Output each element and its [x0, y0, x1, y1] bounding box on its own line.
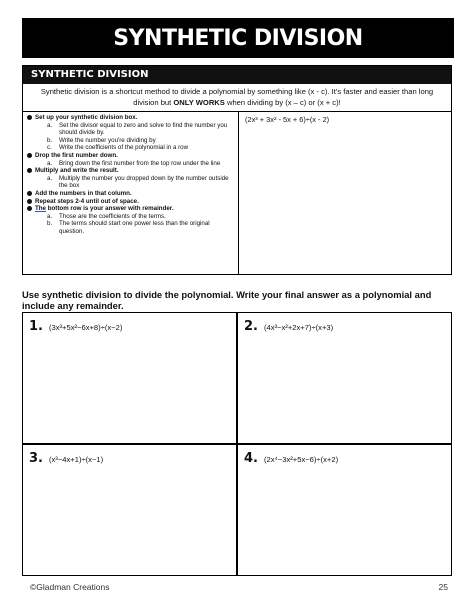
problem-number: 4. [244, 451, 258, 466]
step-3 [27, 167, 234, 190]
intro-text-a: Synthetic division is a shortcut method to divide a polynomial by something like (x - c). It's faster and easier than long division but [40, 87, 434, 107]
problem-text: (3x³+5x²−6x+8)÷(x−2) [48, 323, 123, 332]
sub-text: Multiply the number you dropped down by the number outside the box [59, 174, 229, 190]
steps-column [23, 112, 239, 274]
problem-grid [22, 312, 452, 576]
bullet-icon [27, 168, 32, 173]
step-label: bottom row is your answer with remainder. [46, 205, 174, 213]
step-label: Add the numbers in that column. [35, 189, 132, 197]
problem-text: (x³−4x+1)÷(x−1) [48, 455, 104, 464]
sub-letter: a. [47, 212, 53, 220]
problem-number: 3. [29, 451, 43, 466]
step-4 [27, 190, 234, 198]
reference-box [22, 65, 452, 275]
step-label: Set up your synthetic division box. [35, 114, 138, 121]
problem-number: 1. [29, 319, 43, 334]
problem-text: (4x³−x²+2x+7)÷(x+3) [263, 323, 334, 332]
step-label: Multiply and write the result. [35, 167, 119, 175]
problem-number: 2. [244, 319, 258, 334]
bullet-icon [27, 115, 32, 120]
problem-cell-2[interactable] [237, 313, 451, 444]
reference-intro [23, 84, 451, 112]
sub-letter: a. [47, 121, 53, 129]
problem-cell-1[interactable] [23, 313, 237, 444]
example-problem: (2x³ + 3x² - 5x + 6)÷(x - 2) [245, 115, 330, 124]
sub-step [47, 144, 234, 152]
sub-step [47, 159, 234, 168]
sub-letter: b. [47, 220, 53, 228]
step-label: Repeat steps 2-4 until out of space. [35, 197, 139, 205]
sub-letter: c. [47, 144, 52, 152]
copyright: ©Gladman Creations [30, 582, 110, 592]
sub-step [47, 136, 234, 145]
bullet-icon [27, 153, 32, 158]
example-column [239, 112, 451, 274]
page-number: 25 [438, 582, 448, 592]
sub-text: Those are the coefficients of the terms. [59, 212, 166, 220]
sub-letter: a. [47, 174, 53, 182]
sub-step [47, 220, 234, 235]
bullet-icon [27, 199, 32, 204]
sub-text: Write the coefficients of the polynomial in a row [59, 144, 189, 152]
problem-cell-4[interactable] [237, 444, 451, 575]
bullet-icon [27, 191, 32, 196]
sub-text: Set the divisor equal to zero and solve to find the number you should divide by. [59, 121, 228, 137]
sub-step [47, 121, 234, 137]
step-label-first-word: The [35, 205, 47, 213]
step-6 [27, 205, 234, 235]
step-1 [27, 114, 234, 152]
problem-cell-3[interactable] [23, 444, 237, 575]
sub-text: Bring down the first number from the top row under the line [59, 159, 221, 167]
intro-emphasis: ONLY WORKS [173, 97, 225, 107]
instructions: Use synthetic division to divide the polynomial. Write your final answer as a polynomial and include any remainder. [22, 289, 432, 311]
step-label: Drop the first number down. [35, 151, 118, 159]
bullet-icon [27, 206, 32, 211]
step-2 [27, 152, 234, 167]
reference-header: SYNTHETIC DIVISION [23, 66, 451, 84]
sub-step [47, 174, 234, 190]
page-title: SYNTHETIC DIVISION [22, 18, 454, 58]
sub-letter: a. [47, 159, 53, 167]
intro-text-c: when dividing by (x – c) or (x + c)! [224, 97, 341, 107]
sub-text: The terms should start one power less than the original question. [59, 220, 210, 235]
sub-step [47, 212, 234, 221]
step-5 [27, 198, 234, 206]
problem-text: (2x⁴−3x²+5x−6)÷(x+2) [263, 455, 339, 464]
sub-text: Write the number you're dividing by [59, 136, 156, 144]
sub-letter: b. [47, 136, 53, 144]
